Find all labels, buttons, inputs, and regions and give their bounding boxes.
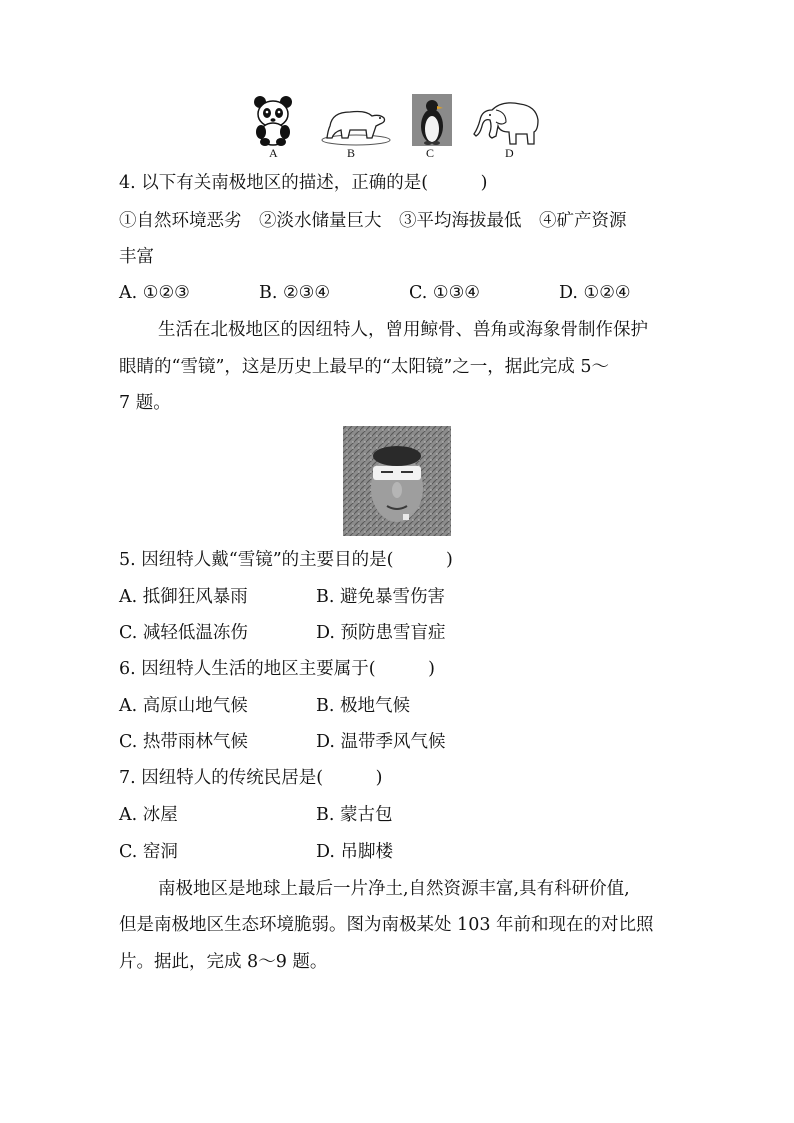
question-4-items-cont: 丰富	[119, 247, 154, 267]
question-6-option-c: C. 热带雨林气候	[119, 732, 248, 752]
question-5-option-a: A. 抵御狂风暴雨	[119, 587, 248, 607]
question-7-option-c: C. 窑洞	[119, 842, 178, 862]
question-5-option-b: B. 避免暴雪伤害	[316, 587, 445, 607]
passage-1-line-2: 眼睛的“雪镜”，这是历史上最早的“太阳镜”之一，据此完成 5～	[119, 357, 609, 377]
question-7-option-b: B. 蒙古包	[316, 805, 393, 825]
question-6-option-b: B. 极地气候	[316, 696, 410, 716]
question-5-stem: 5. 因纽特人戴“雪镜”的主要目的是( )	[119, 550, 453, 570]
passage-1-line-1: 生活在北极地区的因纽特人，曾用鲸骨、兽角或海象骨制作保护	[158, 320, 648, 340]
question-7-option-a: A. 冰屋	[119, 805, 178, 825]
animal-label-b: B	[347, 146, 356, 160]
question-6-stem: 6. 因纽特人生活的地区主要属于( )	[119, 659, 435, 679]
animal-label-a: A	[269, 146, 278, 160]
polar-bear-image	[320, 102, 392, 146]
question-4-option-a: A. ①②③	[119, 283, 190, 303]
animal-label-c: C	[426, 146, 435, 160]
question-7-stem: 7. 因纽特人的传统民居是( )	[119, 768, 383, 788]
penguin-image	[412, 94, 452, 146]
inuit-snow-goggles-photo	[343, 426, 451, 536]
animal-label-d: D	[505, 146, 514, 160]
question-4-option-b: B. ②③④	[259, 283, 331, 303]
question-6-option-a: A. 高原山地气候	[119, 696, 248, 716]
elephant-image	[472, 96, 542, 146]
passage-1-line-3: 7 题。	[119, 393, 171, 413]
question-5-option-c: C. 减轻低温冻伤	[119, 623, 248, 643]
passage-2-line-3: 片。据此，完成 8～9 题。	[119, 952, 328, 972]
question-7-option-d: D. 吊脚楼	[316, 842, 394, 862]
passage-2-line-2: 但是南极地区生态环境脆弱。图为南极某处 103 年前和现在的对比照	[119, 915, 654, 935]
question-4-option-c: C. ①③④	[409, 283, 480, 303]
passage-2-line-1: 南极地区是地球上最后一片净土,自然资源丰富,具有科研价值,	[158, 879, 630, 899]
question-4-items: ①自然环境恶劣 ②淡水储量巨大 ③平均海拔最低 ④矿产资源	[119, 211, 627, 231]
animal-figure	[240, 94, 560, 160]
question-5-option-d: D. 预防患雪盲症	[316, 623, 446, 643]
question-4-option-d: D. ①②④	[559, 283, 631, 303]
question-4-stem: 4. 以下有关南极地区的描述，正确的是( )	[119, 173, 488, 193]
panda-image	[252, 94, 294, 146]
question-6-option-d: D. 温带季风气候	[316, 732, 446, 752]
